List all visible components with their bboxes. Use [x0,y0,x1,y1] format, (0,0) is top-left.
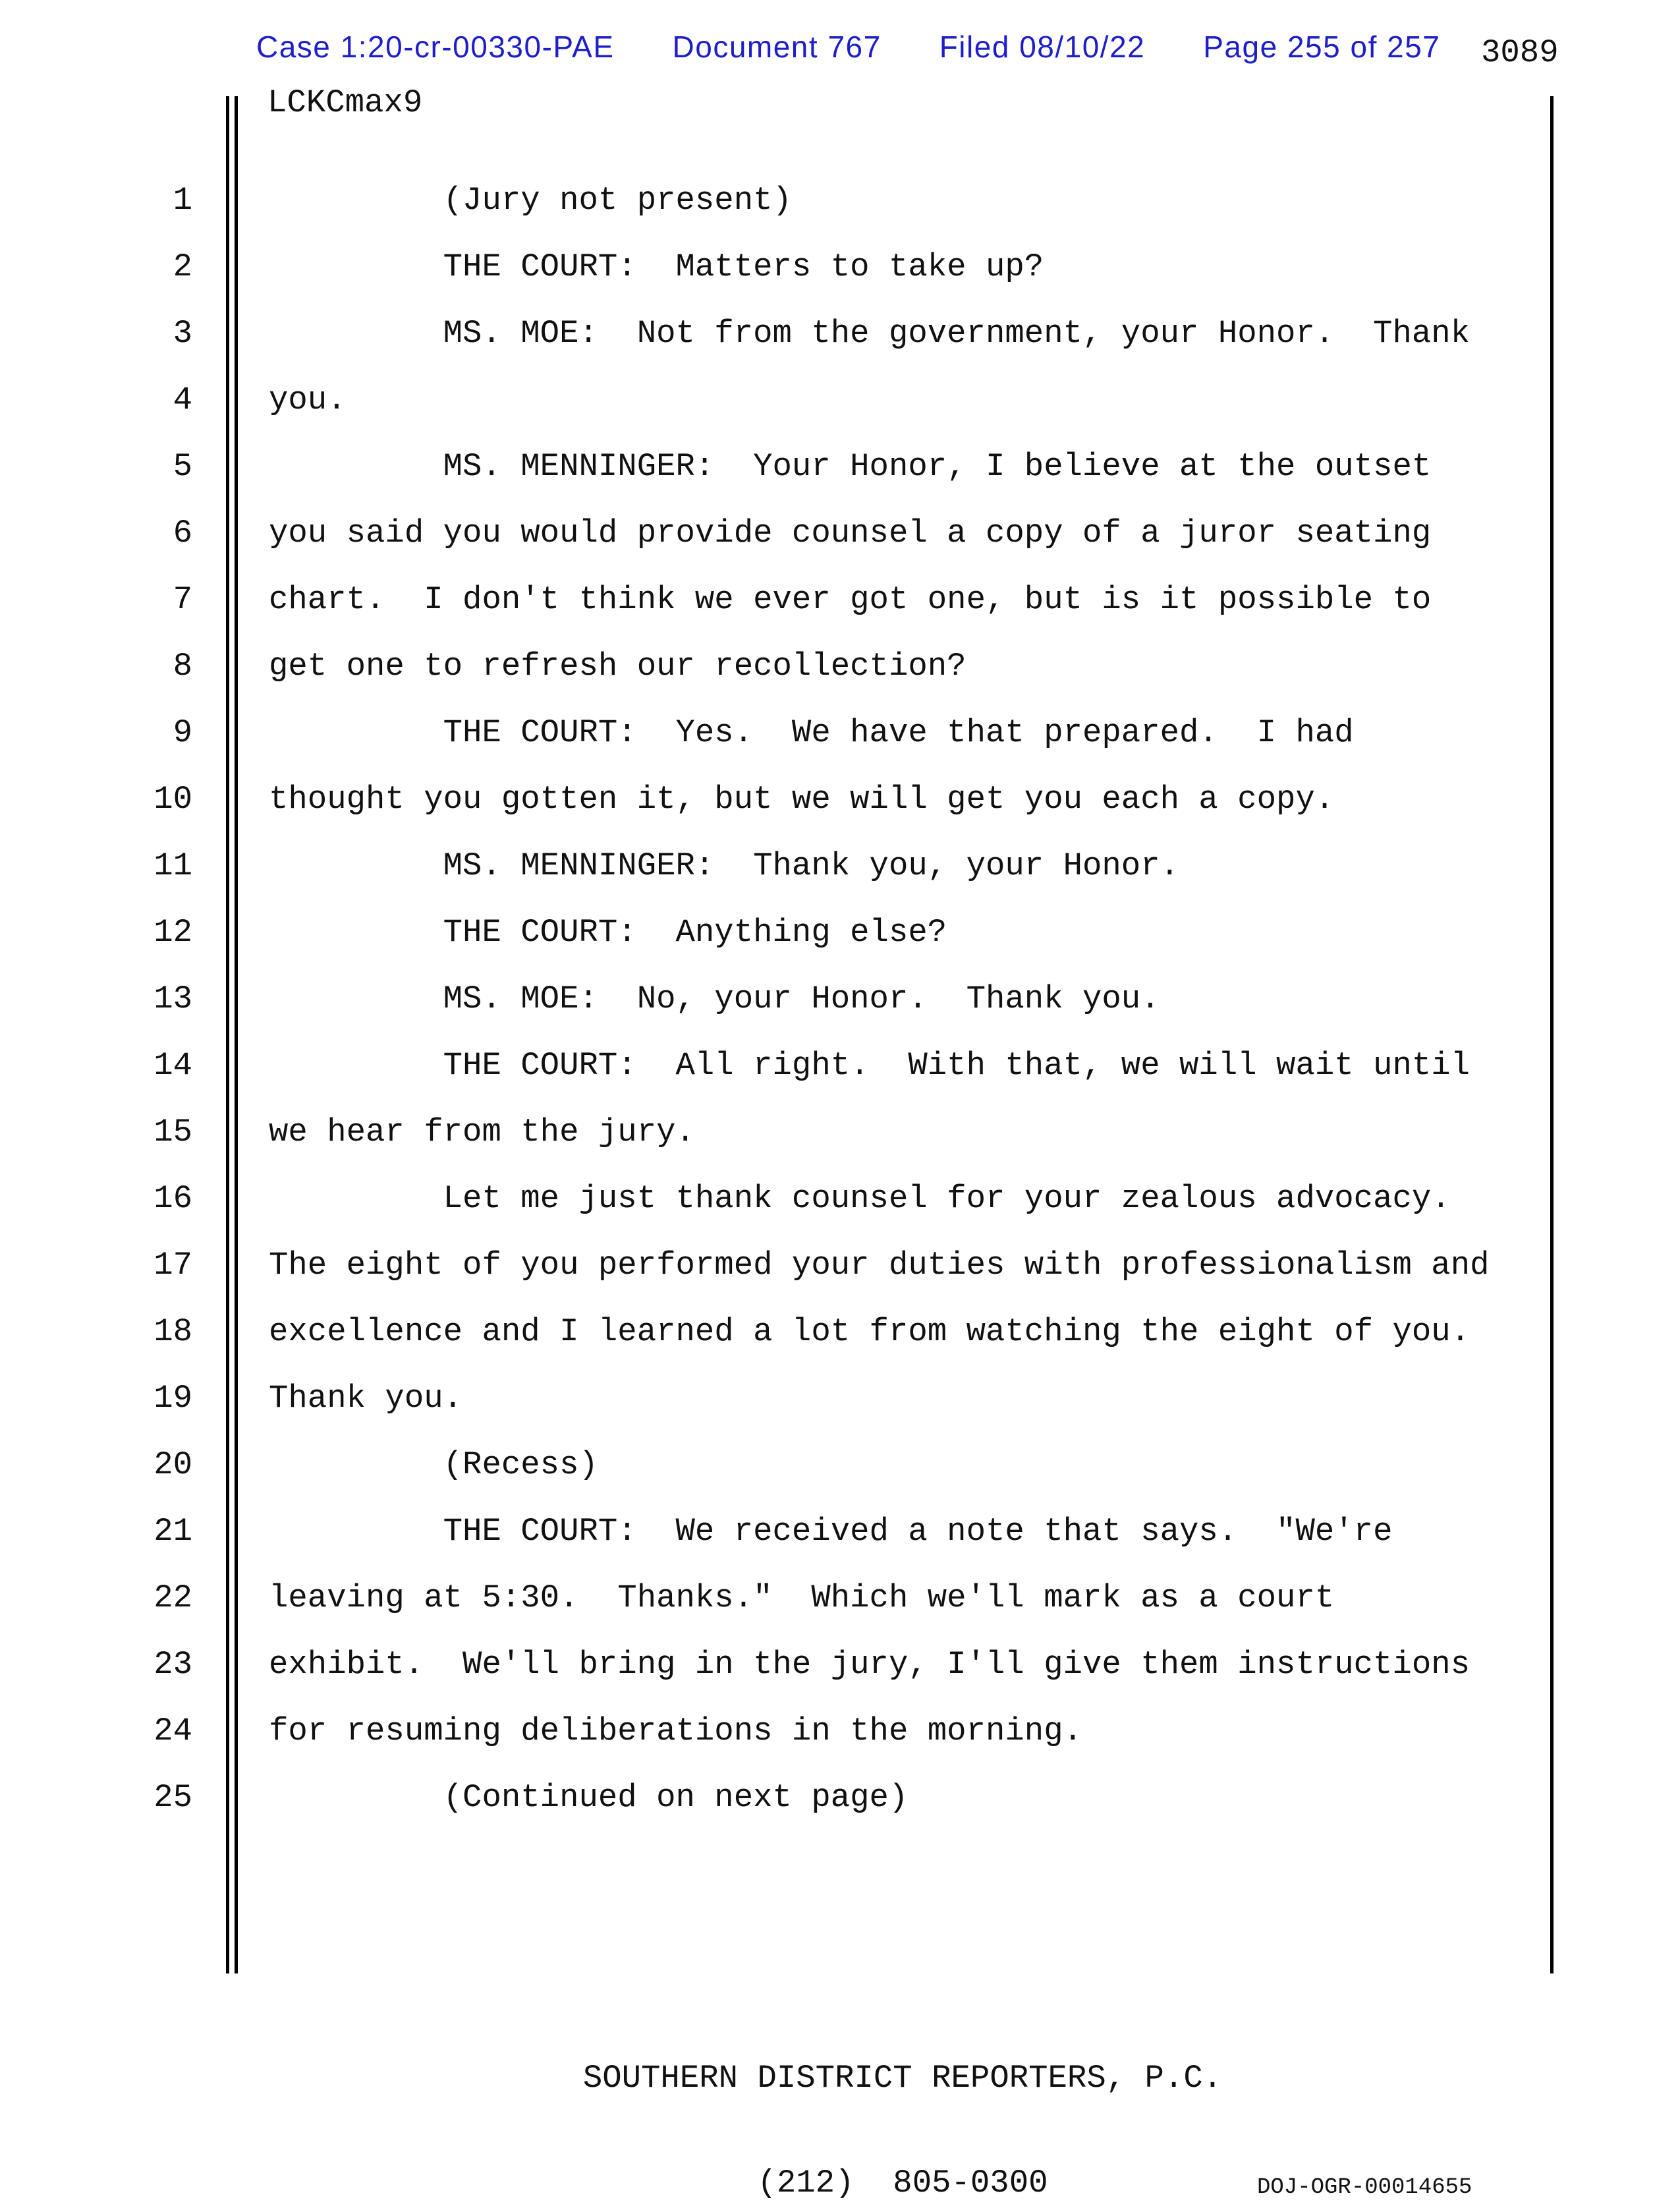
line-text: MS. MENNINGER: Your Honor, I believe at the outset [269,448,1432,485]
line-text: exhibit. We'll bring in the jury, I'll give them instructions [269,1646,1470,1683]
transcript-line [0,1299,1680,1365]
line-number: 6 [173,515,192,552]
transcript-line [0,1432,1680,1498]
line-number: 24 [154,1713,192,1749]
line-number: 25 [154,1779,192,1816]
line-number: 23 [154,1646,192,1683]
transcript-line [0,899,1680,966]
line-number: 2 [173,248,192,285]
transcript-line [0,1099,1680,1166]
line-text: we hear from the jury. [269,1114,695,1150]
transcript-page-number: 3089 [1481,34,1559,71]
transcript-line [0,966,1680,1033]
line-number: 7 [173,581,192,618]
line-text: Thank you. [269,1380,463,1417]
line-number: 15 [154,1114,192,1150]
line-number: 4 [173,382,192,418]
line-text: you. [269,382,347,418]
transcript-line [0,766,1680,833]
line-text: Let me just thank counsel for your zealous advocacy. [269,1180,1451,1217]
line-text: chart. I don't think we ever got one, but is it possible to [269,581,1432,618]
line-text: THE COURT: All right. With that, we will wait until [269,1047,1470,1084]
line-number: 10 [154,781,192,818]
bates-number: DOJ-OGR-00014655 [1257,2175,1472,2200]
line-text: THE COURT: Yes. We have that prepared. I had [269,714,1354,751]
transcript-line [0,1232,1680,1299]
line-number: 8 [173,648,192,685]
line-number: 17 [154,1247,192,1284]
court-filing-stamp [256,29,1440,65]
transcript-session-id: LCKCmax9 [267,84,423,121]
transcript-line [0,500,1680,567]
line-text: leaving at 5:30. Thanks." Which we'll mark as a court [269,1579,1335,1616]
line-number: 19 [154,1380,192,1417]
line-number: 22 [154,1579,192,1616]
transcript-line [0,1698,1680,1765]
transcript-line [0,1498,1680,1565]
reporter-phone: (212) 805-0300 [757,2165,1048,2201]
line-text: get one to refresh our recollection? [269,648,966,685]
reporter-name: SOUTHERN DISTRICT REPORTERS, P.C. [582,2060,1223,2097]
transcript-line [0,700,1680,766]
line-number: 12 [154,914,192,951]
line-text: MS. MOE: No, your Honor. Thank you. [269,980,1160,1017]
stamp-page-count: Page 255 of 257 [1203,30,1441,64]
transcript-lines [0,167,1680,1831]
transcript-line [0,300,1680,367]
line-number: 20 [154,1446,192,1483]
line-text: THE COURT: Matters to take up? [269,248,1044,285]
line-text: for resuming deliberations in the morning. [269,1713,1083,1749]
transcript-line [0,633,1680,700]
transcript-line [0,234,1680,300]
stamp-document-number: Document 767 [672,30,882,64]
transcript-line [0,167,1680,234]
line-text: excellence and I learned a lot from watching the eight of you. [269,1313,1470,1350]
line-number: 1 [173,182,192,219]
line-text: THE COURT: We received a note that says. "We're [269,1513,1393,1550]
transcript-line [0,1565,1680,1631]
line-number: 13 [154,980,192,1017]
line-text: you said you would provide counsel a copy of a juror seating [269,515,1432,552]
line-text: (Recess) [269,1446,598,1483]
line-number: 11 [154,847,192,884]
transcript-line [0,1631,1680,1698]
transcript-line [0,367,1680,434]
line-number: 14 [154,1047,192,1084]
line-text: THE COURT: Anything else? [269,914,947,951]
line-text: MS. MENNINGER: Thank you, your Honor. [269,847,1180,884]
line-text: (Continued on next page) [269,1779,909,1816]
line-text: The eight of you performed your duties with professionalism and [269,1247,1490,1284]
transcript-line [0,1765,1680,1831]
line-text: thought you gotten it, but we will get you each a copy. [269,781,1335,818]
transcript-line [0,1166,1680,1232]
transcript-line [0,567,1680,633]
transcript-line [0,434,1680,500]
line-number: 9 [173,714,192,751]
line-number: 18 [154,1313,192,1350]
line-number: 16 [154,1180,192,1217]
line-text: (Jury not present) [269,182,792,219]
transcript-line [0,1033,1680,1099]
line-number: 21 [154,1513,192,1550]
stamp-case-number: Case 1:20-cr-00330-PAE [256,30,615,64]
transcript-line [0,833,1680,899]
transcript-line [0,1365,1680,1432]
line-text: MS. MOE: Not from the government, your Honor. Thank [269,315,1470,352]
line-number: 3 [173,315,192,352]
line-number: 5 [173,448,192,485]
stamp-filed-date: Filed 08/10/22 [939,30,1146,64]
